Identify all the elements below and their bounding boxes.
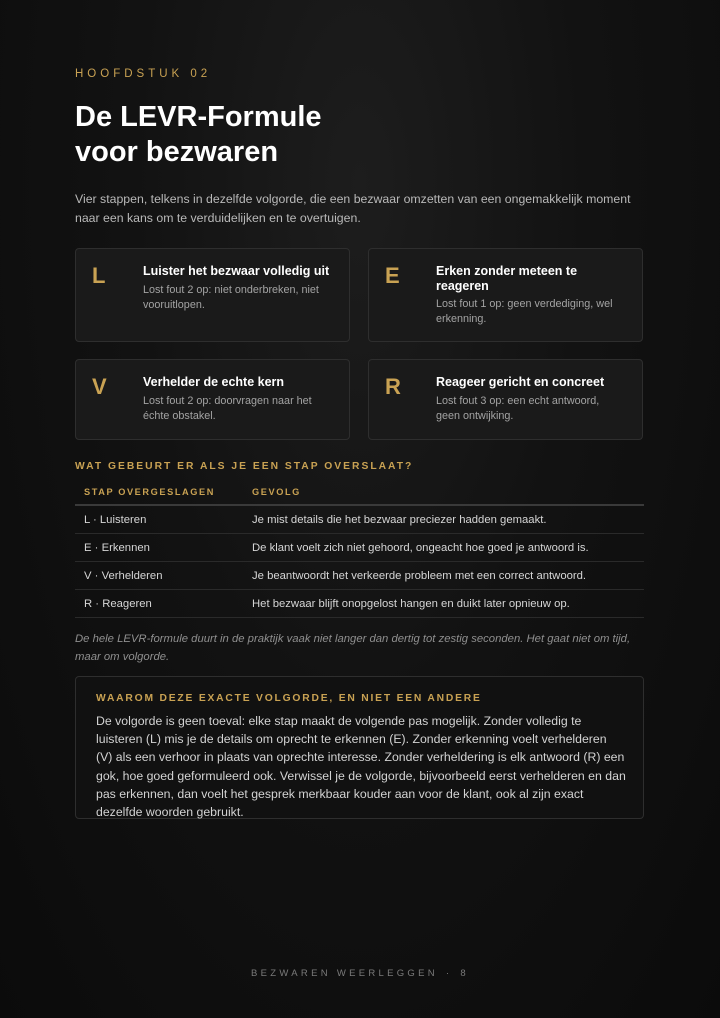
step-letter: R	[385, 374, 401, 399]
step-description: Lost fout 3 op: een echt antwoord, geen ontwijking.	[436, 395, 600, 422]
step-title: Reageer gericht en concreet	[436, 375, 605, 389]
column-header-consequence: GEVOLG	[243, 480, 644, 505]
table-row	[75, 534, 644, 562]
step-title: Erken zonder meteen te reageren	[436, 264, 578, 293]
step-letter: L	[92, 263, 106, 288]
skip-section-label: WAT GEBEURT ER ALS JE EEN STAP OVERSLAAT?	[75, 461, 414, 472]
step-title: Verhelder de echte kern	[143, 375, 285, 389]
title-line-1: De LEVR-Formule	[75, 101, 322, 133]
skipped-step-cell: L · Luisteren	[75, 505, 243, 534]
page-title	[75, 100, 322, 170]
table-row	[75, 505, 644, 534]
italic-note: De hele LEVR-formule duurt in de praktijk vaak niet langer dan dertig tot zestig seconden. Het gaat niet om tijd, maar om volgorde.	[75, 633, 631, 663]
title-line-2: voor bezwaren	[75, 136, 279, 168]
step-description: Lost fout 1 op: geen verdediging, wel erkenning.	[436, 298, 613, 325]
consequence-cell: Je beantwoordt het verkeerde probleem met een correct antwoord.	[243, 562, 644, 590]
step-letter: V	[92, 374, 107, 399]
step-description: Lost fout 2 op: doorvragen naar het échte obstakel.	[143, 395, 312, 422]
consequence-cell: Het bezwaar blijft onopgelost hangen en duikt later opnieuw op.	[243, 590, 644, 618]
step-card-e	[368, 248, 643, 342]
consequence-cell: De klant voelt zich niet gehoord, ongeacht hoe goed je antwoord is.	[243, 534, 644, 562]
skipped-step-cell: R · Reageren	[75, 590, 243, 618]
footer-separator: ·	[445, 968, 453, 979]
page-number: 8	[460, 968, 469, 979]
step-card-r	[368, 359, 643, 440]
step-card-v	[75, 359, 350, 440]
page-footer	[0, 968, 720, 979]
column-header-step: STAP OVERGESLAGEN	[75, 480, 243, 505]
footer-book-title: BEZWAREN WEERLEGGEN	[251, 968, 438, 979]
intro-paragraph: Vier stappen, telkens in dezelfde volgorde, die een bezwaar omzetten van een ongemakkelijk moment naar een kans om te verduidelijken en te overtuigen.	[75, 192, 631, 225]
step-letter: E	[385, 263, 400, 288]
skip-consequences-table	[75, 480, 644, 618]
chapter-kicker: HOOFDSTUK 02	[75, 68, 212, 80]
consequence-cell: Je mist details die het bezwaar preciezer hadden gemaakt.	[243, 505, 644, 534]
step-title: Luister het bezwaar volledig uit	[143, 264, 330, 278]
step-card-l	[75, 248, 350, 342]
table-header-row	[75, 480, 644, 505]
callout-box	[75, 676, 644, 819]
step-description: Lost fout 2 op: niet onderbreken, niet vooruitlopen.	[143, 284, 319, 311]
callout-body: De volgorde is geen toeval: elke stap maakt de volgende pas mogelijk. Zonder volledig te luisteren (L) mis je de details om oprecht te erkennen (E). Zonder erkenning voelt verhelderen (V) als een verhoor in plaats van oprechte interesse. Zonder verheldering is elk antwoord (R) een gok, hoe goed geformuleerd ook. Verwissel je de volgorde, bijvoorbeeld eerst verhelderen en dan pas erkennen, dan voelt het gesprek merkbaar kouder aan voor de klant, ook al zijn exact dezelfde woorden gebruikt.	[96, 714, 626, 820]
skipped-step-cell: E · Erkennen	[75, 534, 243, 562]
skipped-step-cell: V · Verhelderen	[75, 562, 243, 590]
callout-title: WAAROM DEZE EXACTE VOLGORDE, EN NIET EEN ANDERE	[96, 693, 482, 704]
table-row	[75, 590, 644, 618]
table-row	[75, 562, 644, 590]
